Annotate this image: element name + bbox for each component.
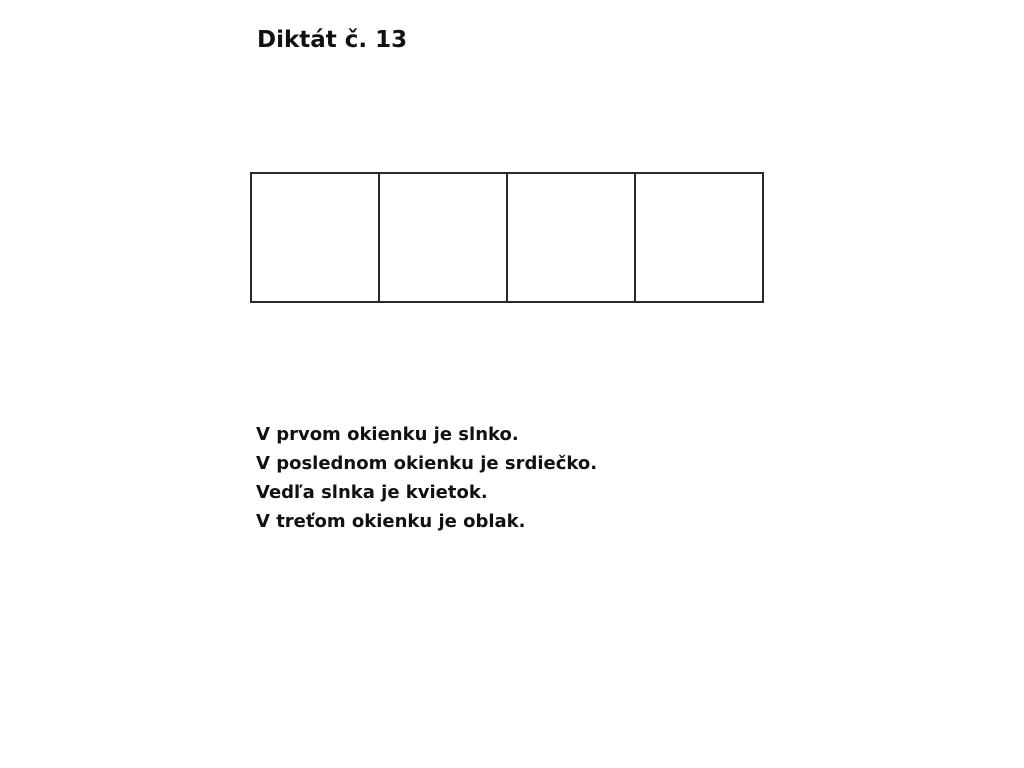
dictation-sentence-1: V prvom okienku je slnko. <box>256 424 519 445</box>
drawing-boxes-row <box>250 172 764 303</box>
dictation-sentence-2: V poslednom okienku je srdiečko. <box>256 453 598 474</box>
dictation-sentence-3: Vedľa slnka je kvietok. <box>256 482 488 503</box>
dictation-sentences <box>256 420 597 536</box>
drawing-box-2[interactable] <box>378 172 508 303</box>
drawing-box-4[interactable] <box>634 172 764 303</box>
drawing-box-3[interactable] <box>506 172 636 303</box>
drawing-box-1[interactable] <box>250 172 380 303</box>
dictation-sentence-4: V treťom okienku je oblak. <box>256 511 526 532</box>
page-title: Diktát č. 13 <box>257 27 408 53</box>
